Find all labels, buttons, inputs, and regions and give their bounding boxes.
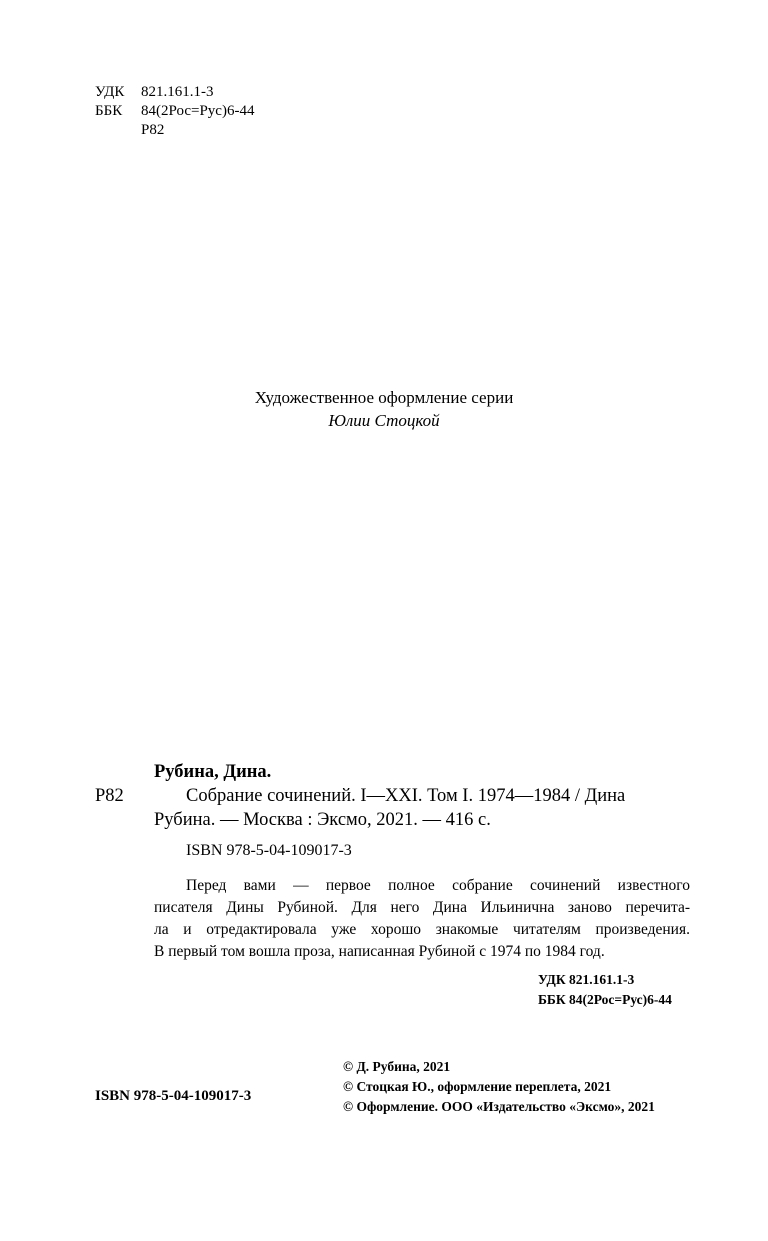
author-mark-row (95, 121, 254, 140)
annotation-line-3: ла и отредактировала уже хорошо знакомые читателям произведения. (154, 921, 690, 938)
bbk-row (95, 102, 254, 121)
copyright-author: © Д. Рубина, 2021 (343, 1059, 451, 1074)
annotation-line-1: Перед вами — первое полное собрание сочинений известного (186, 877, 690, 894)
annotation-line-2: писателя Дины Рубиной. Для него Дина Ильинична заново перечита- (154, 899, 690, 916)
udk-row (95, 83, 254, 102)
footer-isbn: ISBN 978-5-04-109017-3 (95, 1088, 252, 1104)
copyright-cover: © Стоцкая Ю., оформление переплета, 2021 (343, 1079, 612, 1094)
annotation (154, 875, 690, 963)
annotation-line-4: В первый том вошла проза, написанная Рубиной с 1974 по 1984 год. (154, 943, 605, 960)
copyright-publisher: © Оформление. ООО «Издательство «Эксмо», 2021 (343, 1099, 655, 1114)
classification-udk: УДК 821.161.1-3 (538, 972, 635, 987)
udk-bbk-block (95, 83, 254, 140)
copyright-block (343, 1057, 655, 1117)
author-mark-value: Р82 (141, 122, 165, 138)
classification-bbk: ББК 84(2Рос=Рус)6-44 (538, 992, 672, 1007)
classification-block (538, 970, 672, 1010)
bbk-value: 84(2Рос=Рус)6-44 (141, 103, 255, 119)
bib-isbn: ISBN 978-5-04-109017-3 (186, 842, 352, 859)
author-mark-label (95, 121, 141, 140)
udk-value: 821.161.1-3 (141, 84, 214, 100)
udk-label: УДК (95, 84, 125, 100)
bib-title-line-2: Рубина. — Москва : Эксмо, 2021. — 416 с. (154, 810, 491, 830)
bib-author: Рубина, Дина. (154, 762, 272, 782)
bib-author-mark: Р82 (95, 786, 124, 806)
credits-designer-name: Юлии Стоцкой (328, 411, 440, 430)
credits-line: Художественное оформление серии (254, 388, 514, 407)
bbk-label: ББК (95, 103, 123, 119)
bib-title-line-1: Собрание сочинений. I—XXI. Том I. 1974—1984 / Дина (186, 786, 626, 806)
series-design-credits (0, 386, 768, 432)
